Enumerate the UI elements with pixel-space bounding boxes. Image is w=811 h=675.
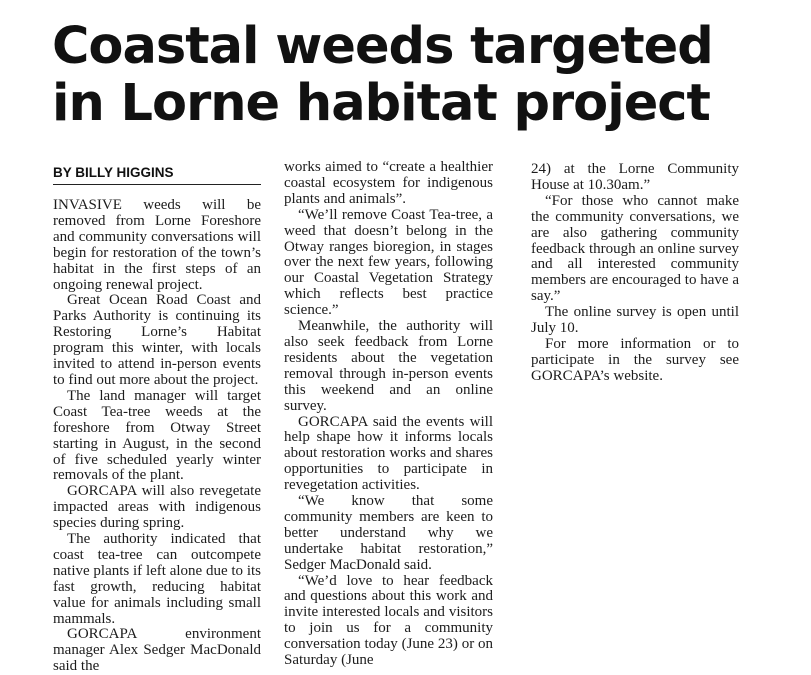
paragraph: “We’ll remove Coast Tea-tree, a weed that doesn’t belong in the Otway ranges bioregion, in stages over the next few years, following our Coastal Vegetation Strategy which reflects best practice science.” [284,206,493,319]
paragraph: The land manager will target Coast Tea-tree weeds at the foreshore from Otway Street starting in August, in the second of five scheduled yearly winter removals of the plant. [53,387,261,484]
paragraph: For more information or to participate in the survey see GORCAPA’s website. [531,335,739,384]
paragraph: “For those who cannot make the community conversations, we are also gathering community feedback through an online survey and all interested community members are encouraged to have a say.” [531,192,739,305]
paragraph: INVASIVE weeds will be removed from Lorne Foreshore and community conversations will begin for restoration of the town’s habitat in the first steps of an ongoing renewal project. [53,197,261,293]
headline [52,18,792,132]
paragraph: Great Ocean Road Coast and Parks Authority is continuing its Restoring Lorne’s Habitat program this winter, with locals invited to attend in-person events to find out more about the project. [53,292,261,388]
headline-line-1: Coastal weeds targeted [52,17,713,76]
paragraph: The online survey is open until July 10. [531,304,739,337]
headline-line-2: in Lorne habitat project [52,74,710,133]
paragraph: works aimed to “create a healthier coastal ecosystem for indigenous plants and animals”. [284,159,493,207]
paragraph: GORCAPA environment manager Alex Sedger MacDonald said the [53,626,261,675]
paragraph: “We’d love to hear feedback and questions about this work and invite interested locals and visitors to join us for a community conversation today (June 23) or on Saturday (June [284,572,493,669]
paragraph: Meanwhile, the authority will also seek feedback from Lorne residents about the vegetation removal through in-person events this weekend and an online survey. [284,318,493,414]
article-column-3 [531,162,739,385]
paragraph: GORCAPA said the events will help shape how it informs locals about restoration works and shares opportunities to participate in revegetation activities. [284,413,493,494]
byline: BY BILLY HIGGINS [53,165,174,180]
article-column-1 [53,198,261,675]
byline-rule [53,184,261,185]
paragraph: “We know that some community members are keen to better understand why we undertake habitat restoration,” Sedger MacDonald said. [284,493,493,573]
paragraph: 24) at the Lorne Community House at 10.30am.” [531,161,739,193]
paragraph: GORCAPA will also revegetate impacted areas with indigenous species during spring. [53,483,261,532]
paragraph: The authority indicated that coast tea-tree can outcompete native plants if left alone due to its fast growth, reducing habitat value for animals including small mammals. [53,531,261,627]
article-column-2 [284,160,493,669]
